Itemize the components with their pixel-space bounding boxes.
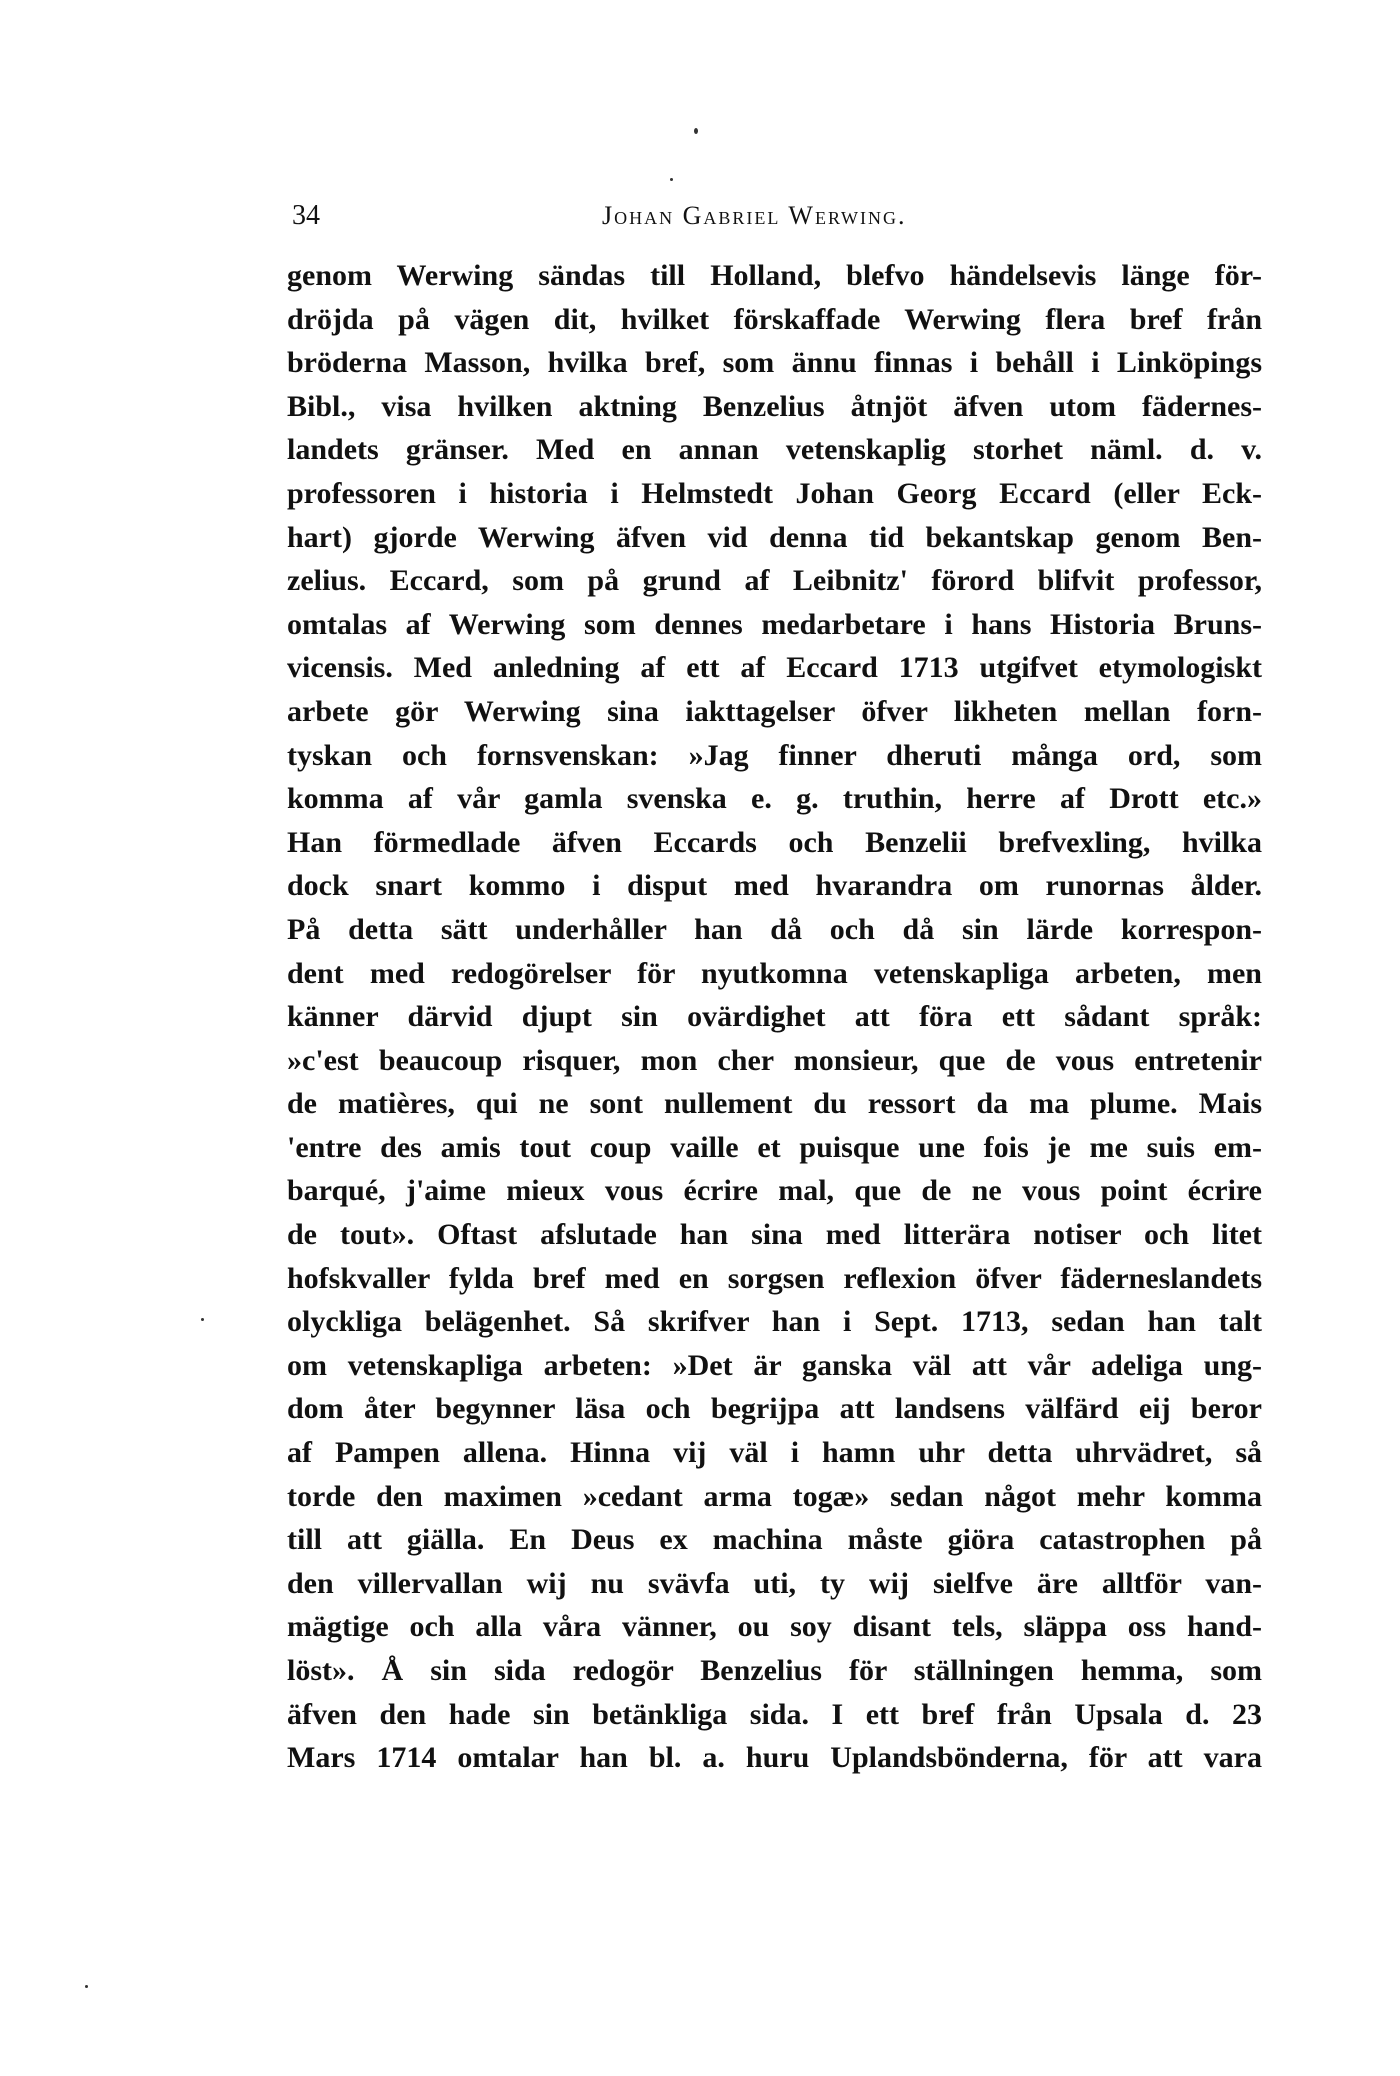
text-line: omtalas af Werwing som dennes medarbetare i hans Historia Bruns- [287,607,1262,641]
text-line: professoren i historia i Helmstedt Johan Georg Eccard (eller Eck- [287,476,1262,510]
text-line: dröjda på vägen dit, hvilket förskaffade Werwing flera bref från [287,302,1262,336]
text-line: Bibl., visa hvilken aktning Benzelius åtnjöt äfven utom fädernes- [287,389,1262,423]
text-line: till att giälla. En Deus ex machina måste giöra catastrophen på [287,1523,1262,1557]
print-speck [85,1985,88,1988]
text-line: 'entre des amis tout coup vaille et puisque une fois je me suis em- [287,1130,1262,1164]
text-line: känner därvid djupt sin ovärdighet att föra ett sådant språk: [287,1000,1262,1034]
text-line: genom Werwing sändas till Holland, blefvo händelsevis länge för- [287,259,1262,292]
text-line: äfven den hade sin betänkliga sida. I ett bref från Upsala d. 23 [287,1697,1262,1731]
text-line: På detta sätt underhåller han då och då sin lärde korrespon- [287,912,1262,946]
text-line: olyckliga belägenhet. Så skrifver han i Sept. 1713, sedan han talt [287,1305,1262,1339]
text-line: bröderna Masson, hvilka bref, som ännu finnas i behåll i Linköpings [287,346,1262,380]
text-line: mägtige och alla våra vänner, ou soy disant tels, släppa oss hand- [287,1610,1262,1644]
text-line: »c'est beaucoup risquer, mon cher monsieur, que de vous entretenir [287,1043,1262,1077]
text-line: hart) gjorde Werwing äfven vid denna tid bekantskap genom Ben- [287,520,1262,554]
print-speck [670,178,673,181]
body-text [287,254,1262,1780]
text-line: af Pampen allena. Hinna vij väl i hamn uhr detta uhrvädret, så [287,1436,1262,1470]
page-header [292,196,1212,236]
text-line: landets gränser. Med en annan vetenskaplig storhet näml. d. v. [287,433,1262,467]
text-line: hofskvaller fylda bref med en sorgsen reflexion öfver fäderneslandets [287,1261,1262,1295]
text-line: löst». Å sin sida redogör Benzelius för ställningen hemma, som [287,1654,1262,1687]
text-line: zelius. Eccard, som på grund af Leibnitz' förord blifvit professor, [287,564,1262,598]
text-line: om vetenskapliga arbeten: »Det är ganska väl att vår adeliga ung- [287,1348,1262,1382]
text-line: Han förmedlade äfven Eccards och Benzelii brefvexling, hvilka [287,825,1262,859]
text-line: dent med redogörelser för nyutkomna vetenskapliga arbeten, men [287,956,1262,990]
text-line: dom åter begynner läsa och begrijpa att landsens välfärd eij beror [287,1392,1262,1426]
print-speck [201,1318,204,1321]
page-number: 34 [292,200,320,231]
text-line: de tout». Oftast afslutade han sina med litterära notiser och litet [287,1218,1262,1252]
text-line: arbete gör Werwing sina iakttagelser öfver likheten mellan forn- [287,694,1262,728]
text-line: vicensis. Med anledning af ett af Eccard 1713 utgifvet etymologiskt [287,651,1262,685]
text-line: dock snart kommo i disput med hvarandra om runornas ålder. [287,869,1262,903]
text-line: Mars 1714 omtalar han bl. a. huru Uplandsbönderna, för att vara [287,1741,1262,1775]
print-speck [694,128,698,134]
text-line: de matières, qui ne sont nullement du ressort da ma plume. Mais [287,1087,1262,1121]
running-head: Johan Gabriel Werwing. [602,201,907,230]
text-line: den villervallan wij nu svävfa uti, ty wij sielfve äre alltför van- [287,1566,1262,1600]
text-line: barqué, j'aime mieux vous écrire mal, que de ne vous point écrire [287,1174,1262,1208]
text-line: tyskan och fornsvenskan: »Jag finner dheruti många ord, som [287,738,1262,772]
text-line: torde den maximen »cedant arma togæ» sedan något mehr komma [287,1479,1262,1513]
text-line: komma af vår gamla svenska e. g. truthin, herre af Drott etc.» [287,782,1262,816]
